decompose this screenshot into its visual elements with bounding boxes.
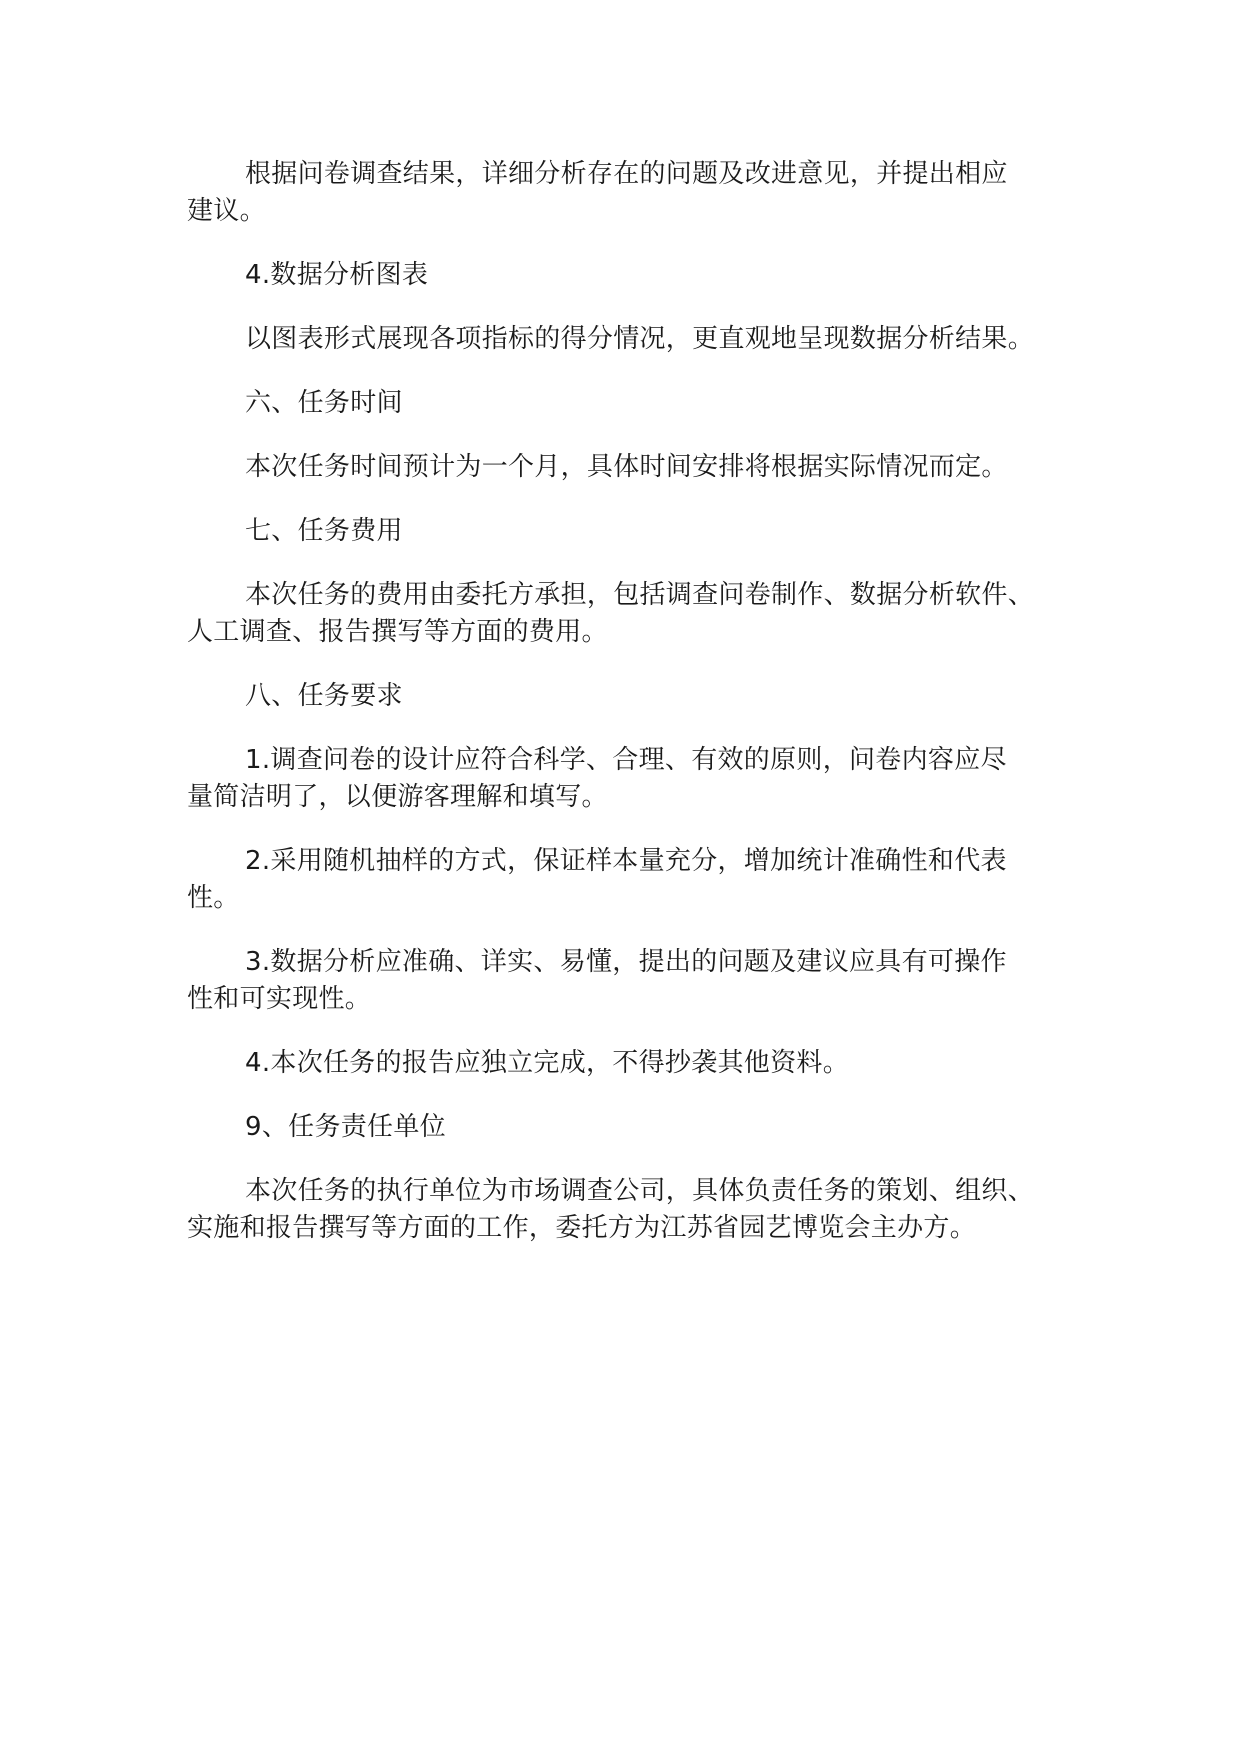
text-line: 人工调查、报告撰写等方面的费用。 xyxy=(187,617,608,647)
text-line: 1.调查问卷的设计应符合科学、合理、有效的原则，问卷内容应尽 xyxy=(245,745,1007,775)
heading-data-analysis-charts xyxy=(187,257,1067,294)
paragraph-task-time xyxy=(187,449,1067,486)
text-line: 性和可实现性。 xyxy=(187,984,372,1014)
text-line: 本次任务时间预计为一个月，具体时间安排将根据实际情况而定。 xyxy=(245,452,1008,482)
text-line: 六、任务时间 xyxy=(245,388,403,418)
text-line: 2.采用随机抽样的方式，保证样本量充分，增加统计准确性和代表 xyxy=(245,846,1007,876)
requirement-item-1 xyxy=(187,742,1067,816)
requirement-item-2 xyxy=(187,843,1067,917)
heading-task-cost xyxy=(187,513,1067,550)
requirement-item-3 xyxy=(187,944,1067,1018)
requirement-item-4 xyxy=(187,1045,1067,1082)
paragraph-charts-description xyxy=(187,321,1067,358)
paragraph-task-cost xyxy=(187,577,1067,651)
document-body xyxy=(187,156,1067,1274)
text-line: 以图表形式展现各项指标的得分情况，更直观地呈现数据分析结果。 xyxy=(245,324,1035,354)
text-line: 本次任务的费用由委托方承担，包括调查问卷制作、数据分析软件、 xyxy=(245,580,1035,610)
text-line: 4.本次任务的报告应独立完成，不得抄袭其他资料。 xyxy=(245,1048,850,1078)
paragraph-analysis-suggestions xyxy=(187,156,1067,230)
text-line: 性。 xyxy=(187,883,240,913)
text-line: 七、任务费用 xyxy=(245,516,403,546)
text-line: 八、任务要求 xyxy=(245,681,403,711)
text-line: 根据问卷调查结果，详细分析存在的问题及改进意见，并提出相应 xyxy=(245,159,1008,189)
heading-responsible-unit xyxy=(187,1109,1067,1146)
text-line: 量简洁明了，以便游客理解和填写。 xyxy=(187,782,608,812)
text-line: 本次任务的执行单位为市场调查公司，具体负责任务的策划、组织、 xyxy=(245,1176,1035,1206)
heading-task-time xyxy=(187,385,1067,422)
text-line: 9、任务责任单位 xyxy=(245,1112,446,1142)
text-line: 建议。 xyxy=(187,196,266,226)
text-line: 3.数据分析应准确、详实、易懂，提出的问题及建议应具有可操作 xyxy=(245,947,1007,977)
paragraph-responsible-unit xyxy=(187,1173,1067,1247)
heading-task-requirements xyxy=(187,678,1067,715)
text-line: 实施和报告撰写等方面的工作，委托方为江苏省园艺博览会主办方。 xyxy=(187,1213,977,1243)
text-line: 4.数据分析图表 xyxy=(245,260,429,290)
